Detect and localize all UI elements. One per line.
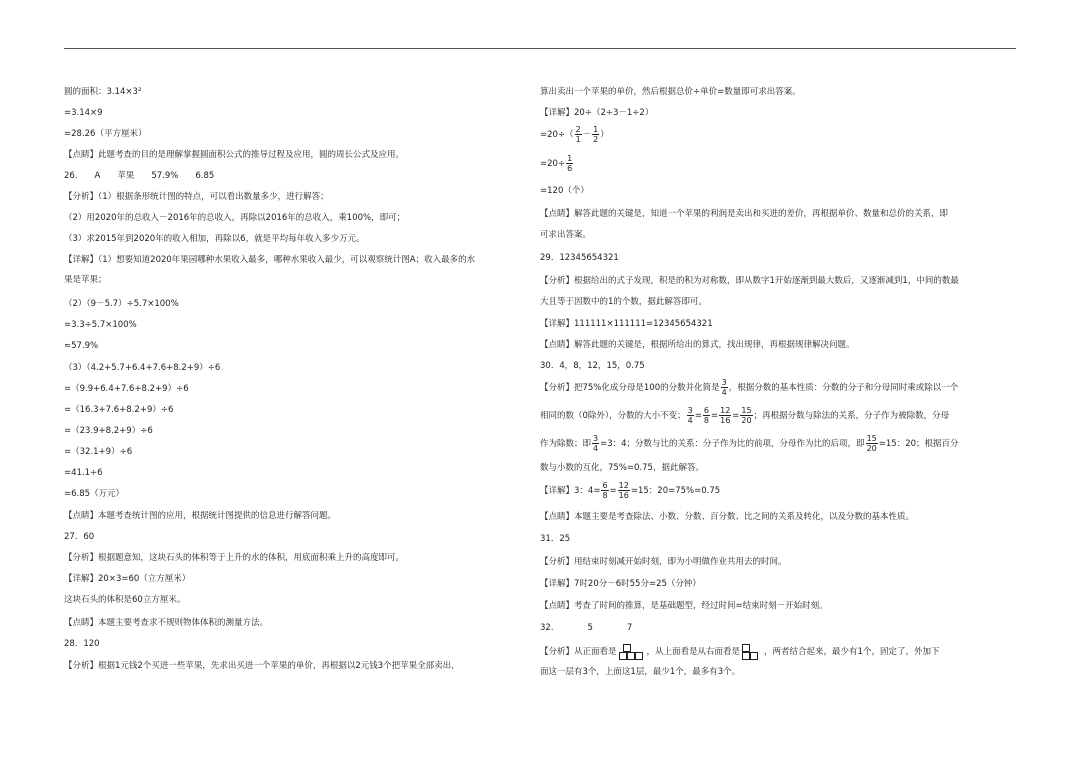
math-line: =（32.1+9）÷6: [64, 447, 133, 457]
text-segment: 相同的数（0除外），分数的大小不变；: [540, 411, 686, 421]
text-line: 果是苹果；: [64, 275, 107, 285]
answer-line: 30．4，8，12，15，0.75: [540, 361, 645, 371]
text-segment: =15：20；根据百分: [878, 439, 959, 449]
numerator: 15: [866, 434, 877, 443]
numerator: 1: [567, 154, 573, 163]
math-text: ）: [600, 130, 609, 140]
denominator: 20: [866, 444, 877, 453]
numerator: 6: [703, 406, 709, 415]
denominator: 1: [575, 135, 581, 144]
fraction: [687, 406, 694, 425]
text-line: （2）用2020年的总收入－2016年的总收入，再除以2016年的总收入，乘100%，即可；: [64, 213, 406, 223]
cube-square: [750, 652, 758, 660]
front-view-figure: [619, 643, 645, 661]
fraction: [721, 378, 728, 397]
text-line: 【分析】根据题意知，这块石头的体积等于上升的水的体积，用底面积乘上升的高度即可。: [64, 553, 405, 563]
text-line: 大且等于因数中的1的个数，据此解答即可。: [540, 297, 707, 307]
text-segment: 【分析】从正面看是: [540, 647, 617, 657]
math-line: [540, 481, 720, 501]
answer-line: 29．12345654321: [540, 253, 619, 263]
math-line: =（9.9+6.4+7.6+8.2+9）÷6: [64, 384, 189, 394]
cube-square: [635, 652, 643, 660]
text-line: 【详解】（1）想要知道2020年果园哪种水果收入最多，哪种水果收入最少，可以观察统计图A；收入最多的水: [64, 255, 476, 265]
text-line: 【点睛】本题主要是考查除法、小数、分数、百分数、比之间的关系及转化，以及分数的基本性质。: [540, 512, 915, 522]
text-line: 【点睛】此题考查的目的是理解掌握圆面积公式的推导过程及应用，圆的周长公式及应用。: [64, 150, 405, 160]
fraction: [740, 406, 752, 425]
math-text: 【详解】3：4=: [540, 486, 601, 496]
denominator: 4: [721, 388, 727, 397]
math-text: =: [694, 411, 702, 421]
answer-line: 28．120: [64, 639, 100, 649]
answer-line: 31．25: [540, 534, 571, 544]
text-line: 【点睛】解答此题的关键是，根据所给出的算式，找出规律，再根据规律解决问题。: [540, 340, 855, 350]
text-segment: ，根据分数的基本性质：分数的分子和分母同时乘或除以一个: [728, 383, 959, 393]
math-line: 【详解】20÷（2÷3－1÷2）: [540, 108, 654, 118]
numerator: 3: [687, 406, 693, 415]
text-line: 算出卖出一个苹果的单价，然后根据总价÷单价=数量即可求出答案。: [540, 87, 801, 97]
cube-square: [627, 652, 635, 660]
numerator: 3: [721, 378, 727, 387]
fraction: [601, 481, 608, 500]
numerator: 3: [593, 434, 599, 443]
math-line: 【详解】20×3=60（立方厘米）: [64, 574, 191, 584]
text-segment: =3：4；分数与比的关系：分子作为比的前项，分母作为比的后项，即: [600, 439, 865, 449]
text-line: =28.26（平方厘米）: [64, 129, 147, 139]
numerator: 12: [720, 406, 731, 415]
fraction: [592, 125, 599, 144]
math-text: =: [609, 486, 617, 496]
text-line: （3）求2015年到2020年的收入相加，再除以6，就是平均每年收入多少万元。: [64, 234, 365, 244]
math-line: [540, 154, 574, 174]
text-line: 【点睛】考查了时间的推算，是基础题型，经过时间=结束时刻－开始时刻。: [540, 601, 828, 611]
text-line: 【分析】根据给出的式子发现，积是的积为对称数，即从数字1开始逐渐到最大数后，又逐渐减到1，中间的数最: [540, 276, 959, 286]
answer-line: 26. A 苹果 57.9% 6.85: [64, 171, 215, 181]
denominator: 4: [593, 444, 599, 453]
math-line: 【详解】7时20分－6时55分=25（分钟）: [540, 579, 701, 589]
answer-line: 27．60: [64, 532, 95, 542]
text-segment: 【分析】把75%化成分母是100的分数并化简是: [540, 383, 720, 393]
text-line: [540, 641, 939, 663]
text-segment: ，两者结合起来，最少有1个，固定了，外加下: [764, 647, 940, 657]
text-line: 【点睛】本题考查统计图的应用，根据统计图提供的信息进行解答问题。: [64, 511, 337, 521]
denominator: 6: [567, 164, 573, 173]
numerator: 12: [618, 481, 629, 490]
numerator: 2: [575, 125, 581, 134]
cube-square: [742, 652, 750, 660]
header-rule: [64, 48, 1016, 49]
math-line: [540, 125, 609, 145]
fraction: [719, 406, 731, 425]
math-text: －: [582, 130, 592, 140]
fraction: [866, 434, 878, 453]
text-line: 数与小数的互化，75%=0.75，据此解答。: [540, 463, 704, 473]
fraction: [703, 406, 710, 425]
text-line: 【点睛】解答此题的关键是，知道一个苹果的利润是卖出和买进的差价，再根据单价、数量和总价的关系，即: [540, 209, 949, 219]
denominator: 8: [703, 416, 709, 425]
math-line: =（16.3+7.6+8.2+9）÷6: [64, 405, 174, 415]
cube-square: [623, 644, 631, 652]
math-text: =: [710, 411, 719, 421]
denominator: 20: [741, 416, 752, 425]
math-line: （3）（4.2+5.7+6.4+7.6+8.2+9）÷6: [64, 363, 221, 373]
math-line: =6.85（万元）: [64, 489, 125, 499]
math-text: =: [732, 411, 740, 421]
fraction: [566, 154, 573, 173]
text-line: 面这一层有3个，上面这1层，最少1个，最多有3个。: [540, 667, 741, 677]
text-segment: 作为除数；即: [540, 439, 592, 449]
fraction: [592, 434, 599, 453]
math-line: =（23.9+8.2+9）÷6: [64, 426, 153, 436]
denominator: 2: [593, 135, 599, 144]
fraction: [618, 481, 630, 500]
numerator: 1: [593, 125, 599, 134]
math-line: ≈57.9%: [64, 341, 99, 351]
math-line: =3.3÷5.7×100%: [64, 320, 137, 330]
text-line: 【点睛】本题主要考查求不规则物体体积的测量方法。: [64, 618, 269, 628]
text-segment: ，从上面看是从右面看是: [646, 647, 741, 657]
text-line: =3.14×9: [64, 108, 103, 118]
numerator: 6: [602, 481, 608, 490]
text-line: 圆的面积：3.14×3²: [64, 87, 142, 97]
fraction: [575, 125, 582, 144]
numerator: 15: [741, 406, 752, 415]
text-segment: ；再根据分数与除法的关系，分子作为被除数，分母: [753, 411, 950, 421]
denominator: 4: [687, 416, 693, 425]
math-text: =20÷: [540, 159, 566, 169]
cube-square: [619, 652, 627, 660]
math-text: =20÷（: [540, 130, 574, 140]
text-line: 【分析】用结束时刻减开始时刻，即为小明做作业共用去的时间。: [540, 557, 787, 567]
math-line: （2）（9－5.7）÷5.7×100%: [64, 299, 179, 309]
math-line: =120（个）: [540, 186, 589, 196]
text-line: 【分析】（1）根据条形统计图的特点，可以看出数量多少，进行解答；: [64, 192, 329, 202]
math-line: =41.1÷6: [64, 468, 103, 478]
text-line: 【分析】根据1元钱2个买进一些苹果，先求出买进一个苹果的单价，再根据以2元钱3个把苹果全部卖出，: [64, 661, 460, 671]
denominator: 8: [602, 491, 608, 500]
text-line: 这块石头的体积是60立方厘米。: [64, 595, 186, 605]
text-line: [540, 378, 958, 398]
cube-square: [742, 644, 750, 652]
math-line: 【详解】111111×111111=12345654321: [540, 319, 713, 329]
answer-line: 32. 5 7: [540, 623, 633, 633]
text-line: 可求出答案。: [540, 230, 592, 240]
right-view-figure: [742, 643, 762, 661]
text-line: [540, 434, 959, 454]
math-text: =15：20=75%=0.75: [630, 486, 721, 496]
text-line: [540, 406, 949, 426]
denominator: 16: [720, 416, 731, 425]
denominator: 16: [618, 491, 629, 500]
